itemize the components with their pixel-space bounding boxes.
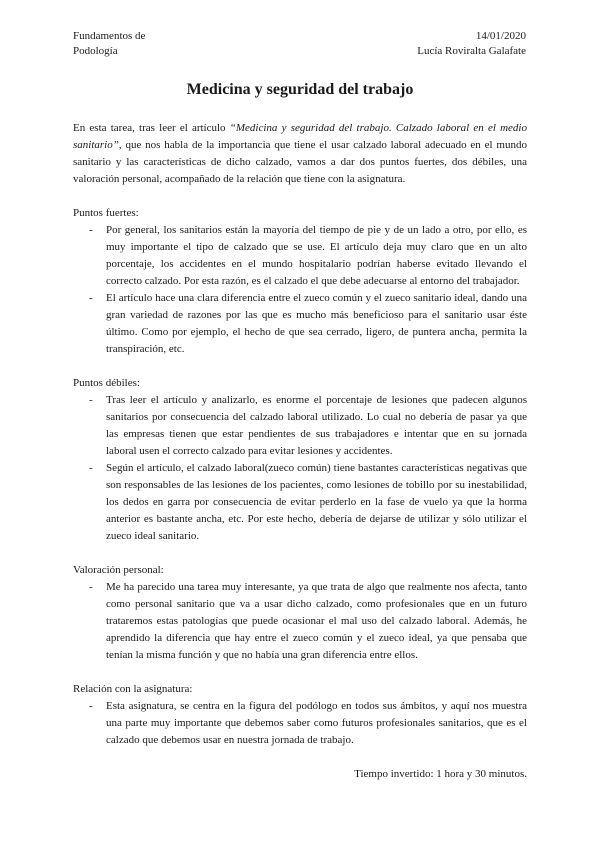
list-item (73, 290, 527, 358)
list-item-text: Según el artículo, el calzado laboral(zueco común) tiene bastantes características negativas que son responsables de las lesiones de los pacientes, como lesiones de tobillo por su inestabilidad, los dedos en garra por consecuencia de evitar perderlo en la fase de vuelo ya que la horma anterior es bastante ancha, etc. Por este hecho, debería de dejarse de utilizar y sólo utilizar el zueco ideal sanitario. (106, 462, 527, 542)
dash-bullet: - (89, 700, 93, 712)
header-subject-line1: Fundamentos de (73, 30, 146, 42)
list-item-text: Por general, los sanitarios están la mayoría del tiempo de pie y de un lado a otro, por ello, es muy importante el tipo de calzado que se use. El artículo deja muy claro que en un alto porcentaje, los accidentes en el mundo hospitalario podrían haberse evitado llevando el correcto calzado. Por esta razón, es el calzado el que debe adecuarse al entorno del trabajador. (106, 224, 527, 287)
list-item-text: Me ha parecido una tarea muy interesante, ya que trata de algo que realmente nos afecta, tanto como personal sanitario que va a usar dicho calzado, como profesionales que en un futuro trataremos estas patologías que puede ocasionar el mal uso del calzado laboral. Además, he aprendido la diferencia que hay entre el zueco común y el zueco ideal, ya que pensaba que tenían la misma función y que no había una gran diferencia entre ellos. (106, 581, 527, 661)
dash-bullet: - (89, 462, 93, 474)
dash-bullet: - (89, 224, 93, 236)
section-list (73, 579, 527, 664)
intro-paragraph (73, 120, 527, 188)
header-author: Lucía Roviralta Galafate (417, 45, 526, 57)
list-item-text: Esta asignatura, se centra en la figura del podólogo en todos sus ámbitos, y aquí nos muestra una parte muy importante que debemos saber como futuros profesionales sanitarios, que es el calzado que debemos usar en nuestra jornada de trabajo. (106, 700, 527, 746)
list-item (73, 222, 527, 290)
section-strengths (73, 205, 527, 358)
section-personal-assessment (73, 562, 527, 664)
header-meta (417, 29, 526, 59)
header-subject-line2: Podología (73, 45, 118, 57)
dash-bullet: - (89, 394, 93, 406)
section-list (73, 222, 527, 358)
section-title: Puntos débiles: (73, 377, 140, 389)
section-weaknesses (73, 375, 527, 545)
dash-bullet: - (89, 581, 93, 593)
document-body (73, 120, 527, 783)
section-title: Valoración personal: (73, 564, 164, 576)
list-item-text: El artículo hace una clara diferencia entre el zueco común y el zueco sanitario ideal, dando una gran variedad de razones por las que es mucho más beneficioso para el sanitario usar éste último. Como por ejemplo, el hecho de que sea cerrado, ligero, de puntera ancha, permita la transpiración, etc. (106, 292, 527, 355)
dash-bullet: - (89, 292, 93, 304)
list-item (73, 460, 527, 545)
list-item (73, 579, 527, 664)
list-item (73, 698, 527, 749)
list-item (73, 392, 527, 460)
section-list (73, 392, 527, 545)
article-title-quote: “Medicina y seguridad del trabajo. Calzado laboral en el medio sanitario” (73, 122, 527, 151)
header-date: 14/01/2020 (475, 30, 526, 42)
header-subject (73, 29, 145, 59)
section-title: Puntos fuertes: (73, 207, 139, 219)
document-title: Medicina y seguridad del trabajo (186, 81, 414, 98)
list-item-text: Tras leer el artículo y analizarlo, es enorme el porcentaje de lesiones que padecen algunos sanitarios por consecuencia del calzado laboral utilizado. Lo cual no debería de pasar ya que las empresas tienen que estar pendientes de sus trabajadores e intentar que en su jornada laboral usen el correcto calzado para evitar lesiones y accidentes. (106, 394, 527, 457)
intro-text-end: , que nos habla de la importancia que tiene el usar calzado laboral adecuado en el mundo sanitario y las características de dicho calzado, vamos a dar dos puntos fuertes, dos débiles, una valoración personal, acompañado de la relación que tiene con la asignatura. (73, 139, 527, 185)
section-list (73, 698, 527, 749)
section-title: Relación con la asignatura: (73, 683, 193, 695)
time-spent: Tiempo invertido: 1 hora y 30 minutos. (354, 768, 527, 780)
section-subject-relation (73, 681, 527, 749)
intro-text-start: En esta tarea, tras leer el artículo (73, 122, 230, 134)
